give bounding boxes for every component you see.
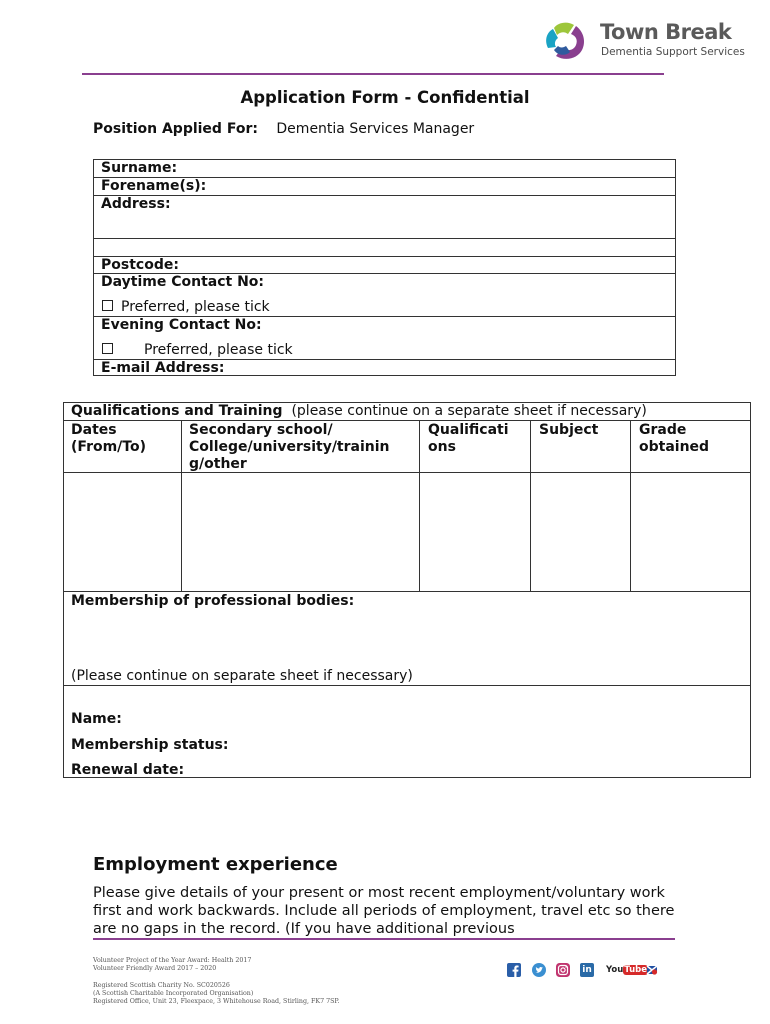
daytime-preferred-label: Preferred, please tick bbox=[121, 299, 270, 315]
col-dates-line-2: (From/To) bbox=[71, 439, 146, 455]
facebook-icon[interactable] bbox=[507, 963, 521, 977]
forename-label: Forename(s): bbox=[101, 178, 207, 194]
position-label: Position Applied For: bbox=[93, 121, 258, 137]
qualifications-heading-note: (please continue on a separate sheet if necessary) bbox=[291, 403, 647, 419]
charity-line-1: Registered Scottish Charity No. SC020526 bbox=[93, 982, 230, 989]
instagram-icon[interactable] bbox=[556, 963, 570, 977]
page-title: Application Form - Confidential bbox=[240, 88, 530, 107]
address-label: Address: bbox=[101, 196, 171, 212]
position-value: Dementia Services Manager bbox=[276, 121, 475, 137]
membership-status-label: Membership status: bbox=[71, 737, 229, 753]
daytime-contact-label: Daytime Contact No: bbox=[101, 274, 265, 290]
col-dates-line-1: Dates bbox=[71, 422, 117, 438]
scotland-flag-icon[interactable] bbox=[645, 963, 659, 977]
brand-name: Town Break bbox=[600, 20, 732, 44]
surname-label: Surname: bbox=[101, 160, 178, 176]
youtube-icon[interactable] bbox=[606, 963, 648, 977]
employment-heading: Employment experience bbox=[93, 854, 338, 875]
award-line-1: Volunteer Project of the Year Award: Health 2017 bbox=[93, 957, 252, 964]
postcode-label: Postcode: bbox=[101, 257, 179, 273]
twitter-icon[interactable] bbox=[532, 963, 546, 977]
employment-instructions: Please give details of your present or most recent employment/voluntary work first and work backwards. Include all periods of employment, travel etc so there are no gaps in the record. (If you have additional previous bbox=[93, 885, 675, 937]
col-school-line-3: g/other bbox=[189, 456, 247, 472]
renewal-date-label: Renewal date: bbox=[71, 762, 185, 778]
col-subject-line-1: Subject bbox=[539, 422, 599, 438]
charity-line-3: Registered Office, Unit 23, Fleexpace, 3 Whitehouse Road, Stirling, FK7 7SP. bbox=[93, 998, 340, 1005]
youtube-you-text: You bbox=[606, 965, 624, 975]
linkedin-icon[interactable]: in bbox=[580, 963, 594, 977]
membership-name-label: Name: bbox=[71, 711, 122, 727]
footer-rule bbox=[93, 938, 675, 940]
membership-note: (Please continue on separate sheet if necessary) bbox=[71, 668, 413, 684]
charity-line-2: (A Scottish Charitable Incorporated Organisation) bbox=[93, 990, 254, 997]
evening-preferred-label: Preferred, please tick bbox=[144, 342, 293, 358]
col-grade-line-1: Grade bbox=[639, 422, 687, 438]
evening-contact-label: Evening Contact No: bbox=[101, 317, 262, 333]
col-grade-line-2: obtained bbox=[639, 439, 710, 455]
brand-subtitle: Dementia Support Services bbox=[601, 46, 745, 58]
membership-label: Membership of professional bodies: bbox=[71, 593, 355, 609]
col-qual-line-1: Qualificati bbox=[428, 422, 509, 438]
qualifications-heading-label: Qualifications and Training bbox=[71, 403, 283, 419]
col-school-line-1: Secondary school/ bbox=[189, 422, 333, 438]
award-line-2: Volunteer Friendly Award 2017 – 2020 bbox=[93, 965, 217, 972]
col-qual-line-2: ons bbox=[428, 439, 456, 455]
youtube-tube-text: Tube bbox=[624, 965, 648, 975]
email-label: E-mail Address: bbox=[101, 360, 225, 376]
col-school-line-2: College/university/trainin bbox=[189, 439, 390, 455]
